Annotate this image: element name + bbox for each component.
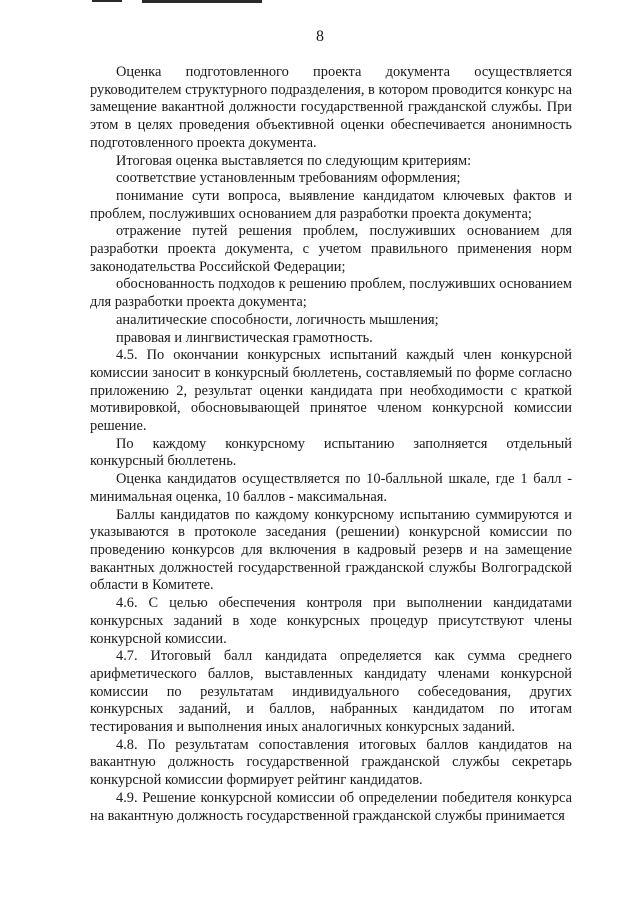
paragraph: 4.5. По окончании конкурсных испытаний каждый член конкурсной комиссии заносит в конкурсный бюллетень, составляемый по форме согласно приложению 2, результат оценки кандидата при необходимости с краткой мотивировкой, обосновывающей принятое членом конкурсной комиссии решение.: [90, 347, 572, 435]
paragraph: 4.9. Решение конкурсной комиссии об определении победителя конкурса на вакантную должность государственной гражданской службы принимается: [90, 789, 572, 824]
paragraph: 4.8. По результатам сопоставления итоговых баллов кандидатов на вакантную должность государственной гражданской службы секретарь конкурсной комиссии формирует рейтинг кандидатов.: [90, 736, 572, 789]
paragraph: Итоговая оценка выставляется по следующим критериям:: [116, 152, 472, 169]
paragraph: 4.7. Итоговый балл кандидата определяется как сумма среднего арифметического баллов, выставленных кандидату членами конкурсной комиссии по результатам индивидуального собеседования, других конкурсных заданий, и баллов, набранных кандидатом по итогам тестирования и выполнения иных аналогичных конкурсных заданий.: [90, 648, 572, 736]
scan-edge-mark: [92, 0, 122, 2]
paragraph: 4.6. С целью обеспечения контроля при выполнении кандидатами конкурсных заданий в ходе конкурсных процедур присутствуют члены конкурсной комиссии.: [90, 595, 572, 647]
paragraph: Оценка подготовленного проекта документа осуществляется руководителем структурного подразделения, в котором проводится конкурс на замещение вакантной должности государственной гражданской службы. При этом в целях проведения объективной оценки обеспечивается анонимность подготовленного проекта документа.: [90, 64, 572, 151]
paragraph: отражение путей решения проблем, послуживших основанием для разработки проекта документа, с учетом правильного применения норм законодательства Российской Федерации;: [90, 223, 572, 275]
scan-edge-mark: [142, 0, 262, 3]
paragraph: По каждому конкурсному испытанию заполняется отдельный конкурсный бюллетень.: [90, 435, 572, 470]
document-body: [90, 64, 572, 825]
paragraph: Баллы кандидатов по каждому конкурсному испытанию суммируются и указываются в протоколе заседания (решении) конкурсной комиссии по проведению конкурсов для включения в кадровый резерв и на замещение вакантных должностей государственной гражданской службы Волгоградской области в Комитете.: [90, 506, 572, 594]
paragraph: понимание сути вопроса, выявление кандидатом ключевых фактов и проблем, послуживших основанием для разработки проекта документа;: [90, 187, 572, 222]
paragraph: правовая и лингвистическая грамотность.: [116, 329, 373, 346]
paragraph: Оценка кандидатов осуществляется по 10-балльной шкале, где 1 балл - минимальная оценка, 10 баллов - максимальная.: [90, 471, 572, 505]
paragraph: соответствие установленным требованиям оформления;: [116, 170, 461, 187]
page-number: 8: [316, 28, 324, 45]
paragraph: обоснованность подходов к решению проблем, послуживших основанием для разработки проекта документа;: [90, 276, 572, 311]
paragraph: аналитические способности, логичность мышления;: [116, 311, 439, 328]
